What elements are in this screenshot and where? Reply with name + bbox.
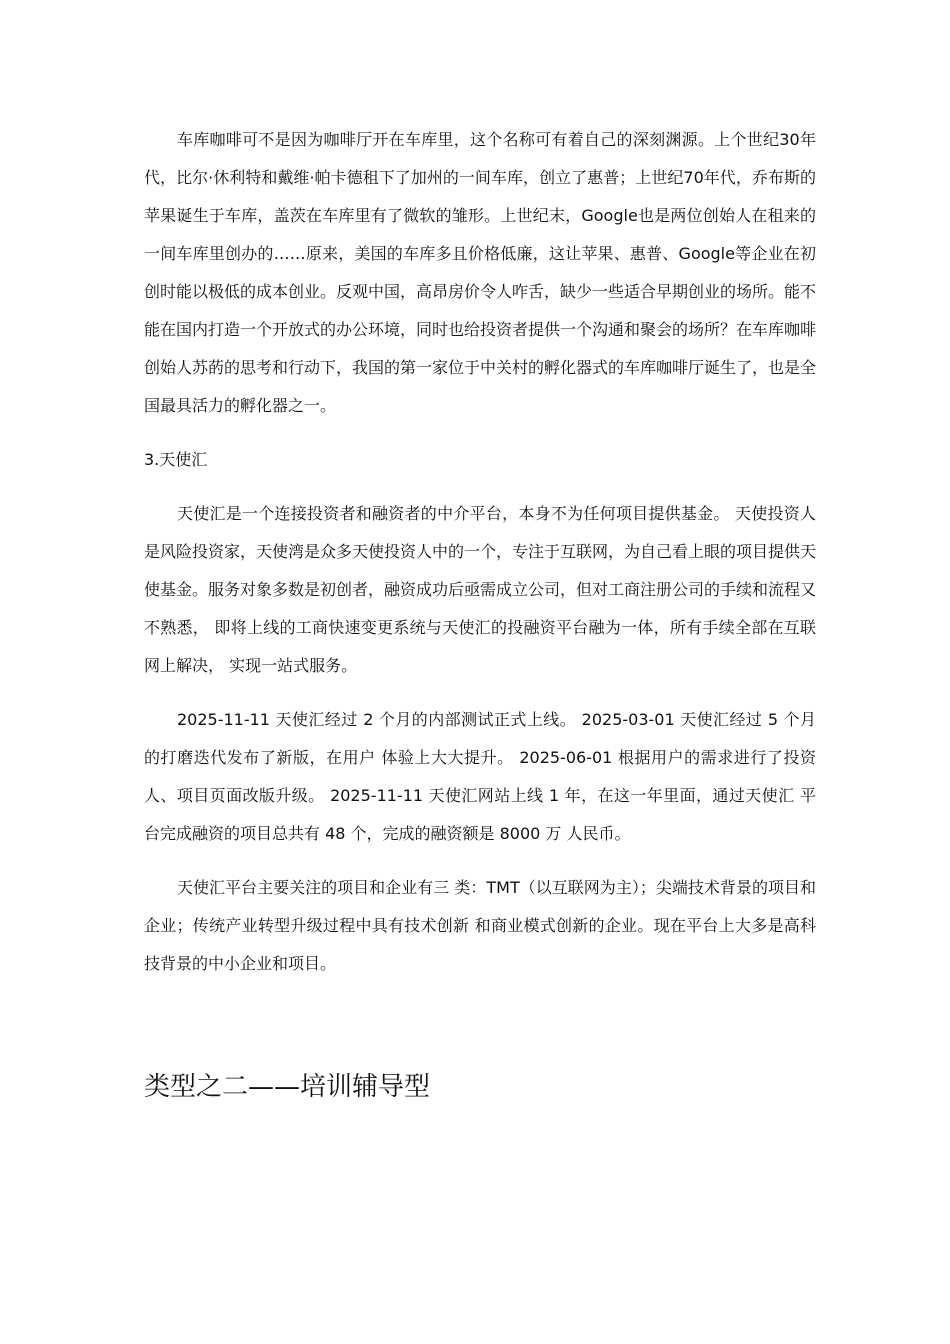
paragraph-garage-cafe: 车库咖啡可不是因为咖啡厅开在车库里，这个名称可有着自己的深刻渊源。上个世纪30年代，比尔·休利特和戴维·帕卡德租下了加州的一间车库，创立了惠普；上世纪70年代，乔布斯的苹果诞生于车库，盖茨在车库里有了微软的雏形。上世纪末，Google也是两位创始人在租来的一间车库里创办的……原来，美国的车库多且价格低廉，这让苹果、惠普、Google等企业在初创时能以极低的成本创业。反观中国，高昂房价令人咋舌，缺少一些适合早期创业的场所。能不能在国内打造一个开放式的办公环境，同时也给投资者提供一个沟通和聚会的场所？在车库咖啡创始人苏菂的思考和行动下，我国的第一家位于中关村的孵化器式的车库咖啡厅诞生了，也是全国最具活力的孵化器之一。 (144, 130, 817, 415)
paragraph-angelcrunch-timeline: 2025-11-11 天使汇经过 2 个月的内部测试正式上线。 2025-03-01 天使汇经过 5 个月的打磨迭代发布了新版，在用户 体验上大大提升。 2025-06-01 根据用户的需求进行了投资人、项目页面改版升级。 2025-11-11 天使汇网站上线 1 年，在这一年里面，通过天使汇 平台完成融资的项目总共有 48 个，完成的融资额是 8000 万 人民币。 (144, 710, 816, 843)
section-heading-training-type: 类型之二——培训辅导型 (144, 1072, 431, 1102)
section-heading-angelcrunch: 3.天使汇 (144, 450, 208, 469)
document-body (144, 121, 816, 1107)
paragraph-angelcrunch-intro: 天使汇是一个连接投资者和融资者的中介平台，本身不为任何项目提供基金。 天使投资人是风险投资家，天使湾是众多天使投资人中的一个，专注于互联网，为自己看上眼的项目提供天使基金。服务对象多数是初创者，融资成功后亟需成立公司，但对工商注册公司的手续和流程又不熟悉， 即将上线的工商快速变更系统与天使汇的投融资平台融为一体，所有手续全部在互联网上解决， 实现一站式服务。 (144, 504, 817, 675)
paragraph-angelcrunch-focus: 天使汇平台主要关注的项目和企业有三 类：TMT（以互联网为主）；尖端技术背景的项目和企业；传统产业转型升级过程中具有技术创新 和商业模式创新的企业。现在平台上大多是高科 技背景的中小企业和项目。 (144, 878, 816, 973)
